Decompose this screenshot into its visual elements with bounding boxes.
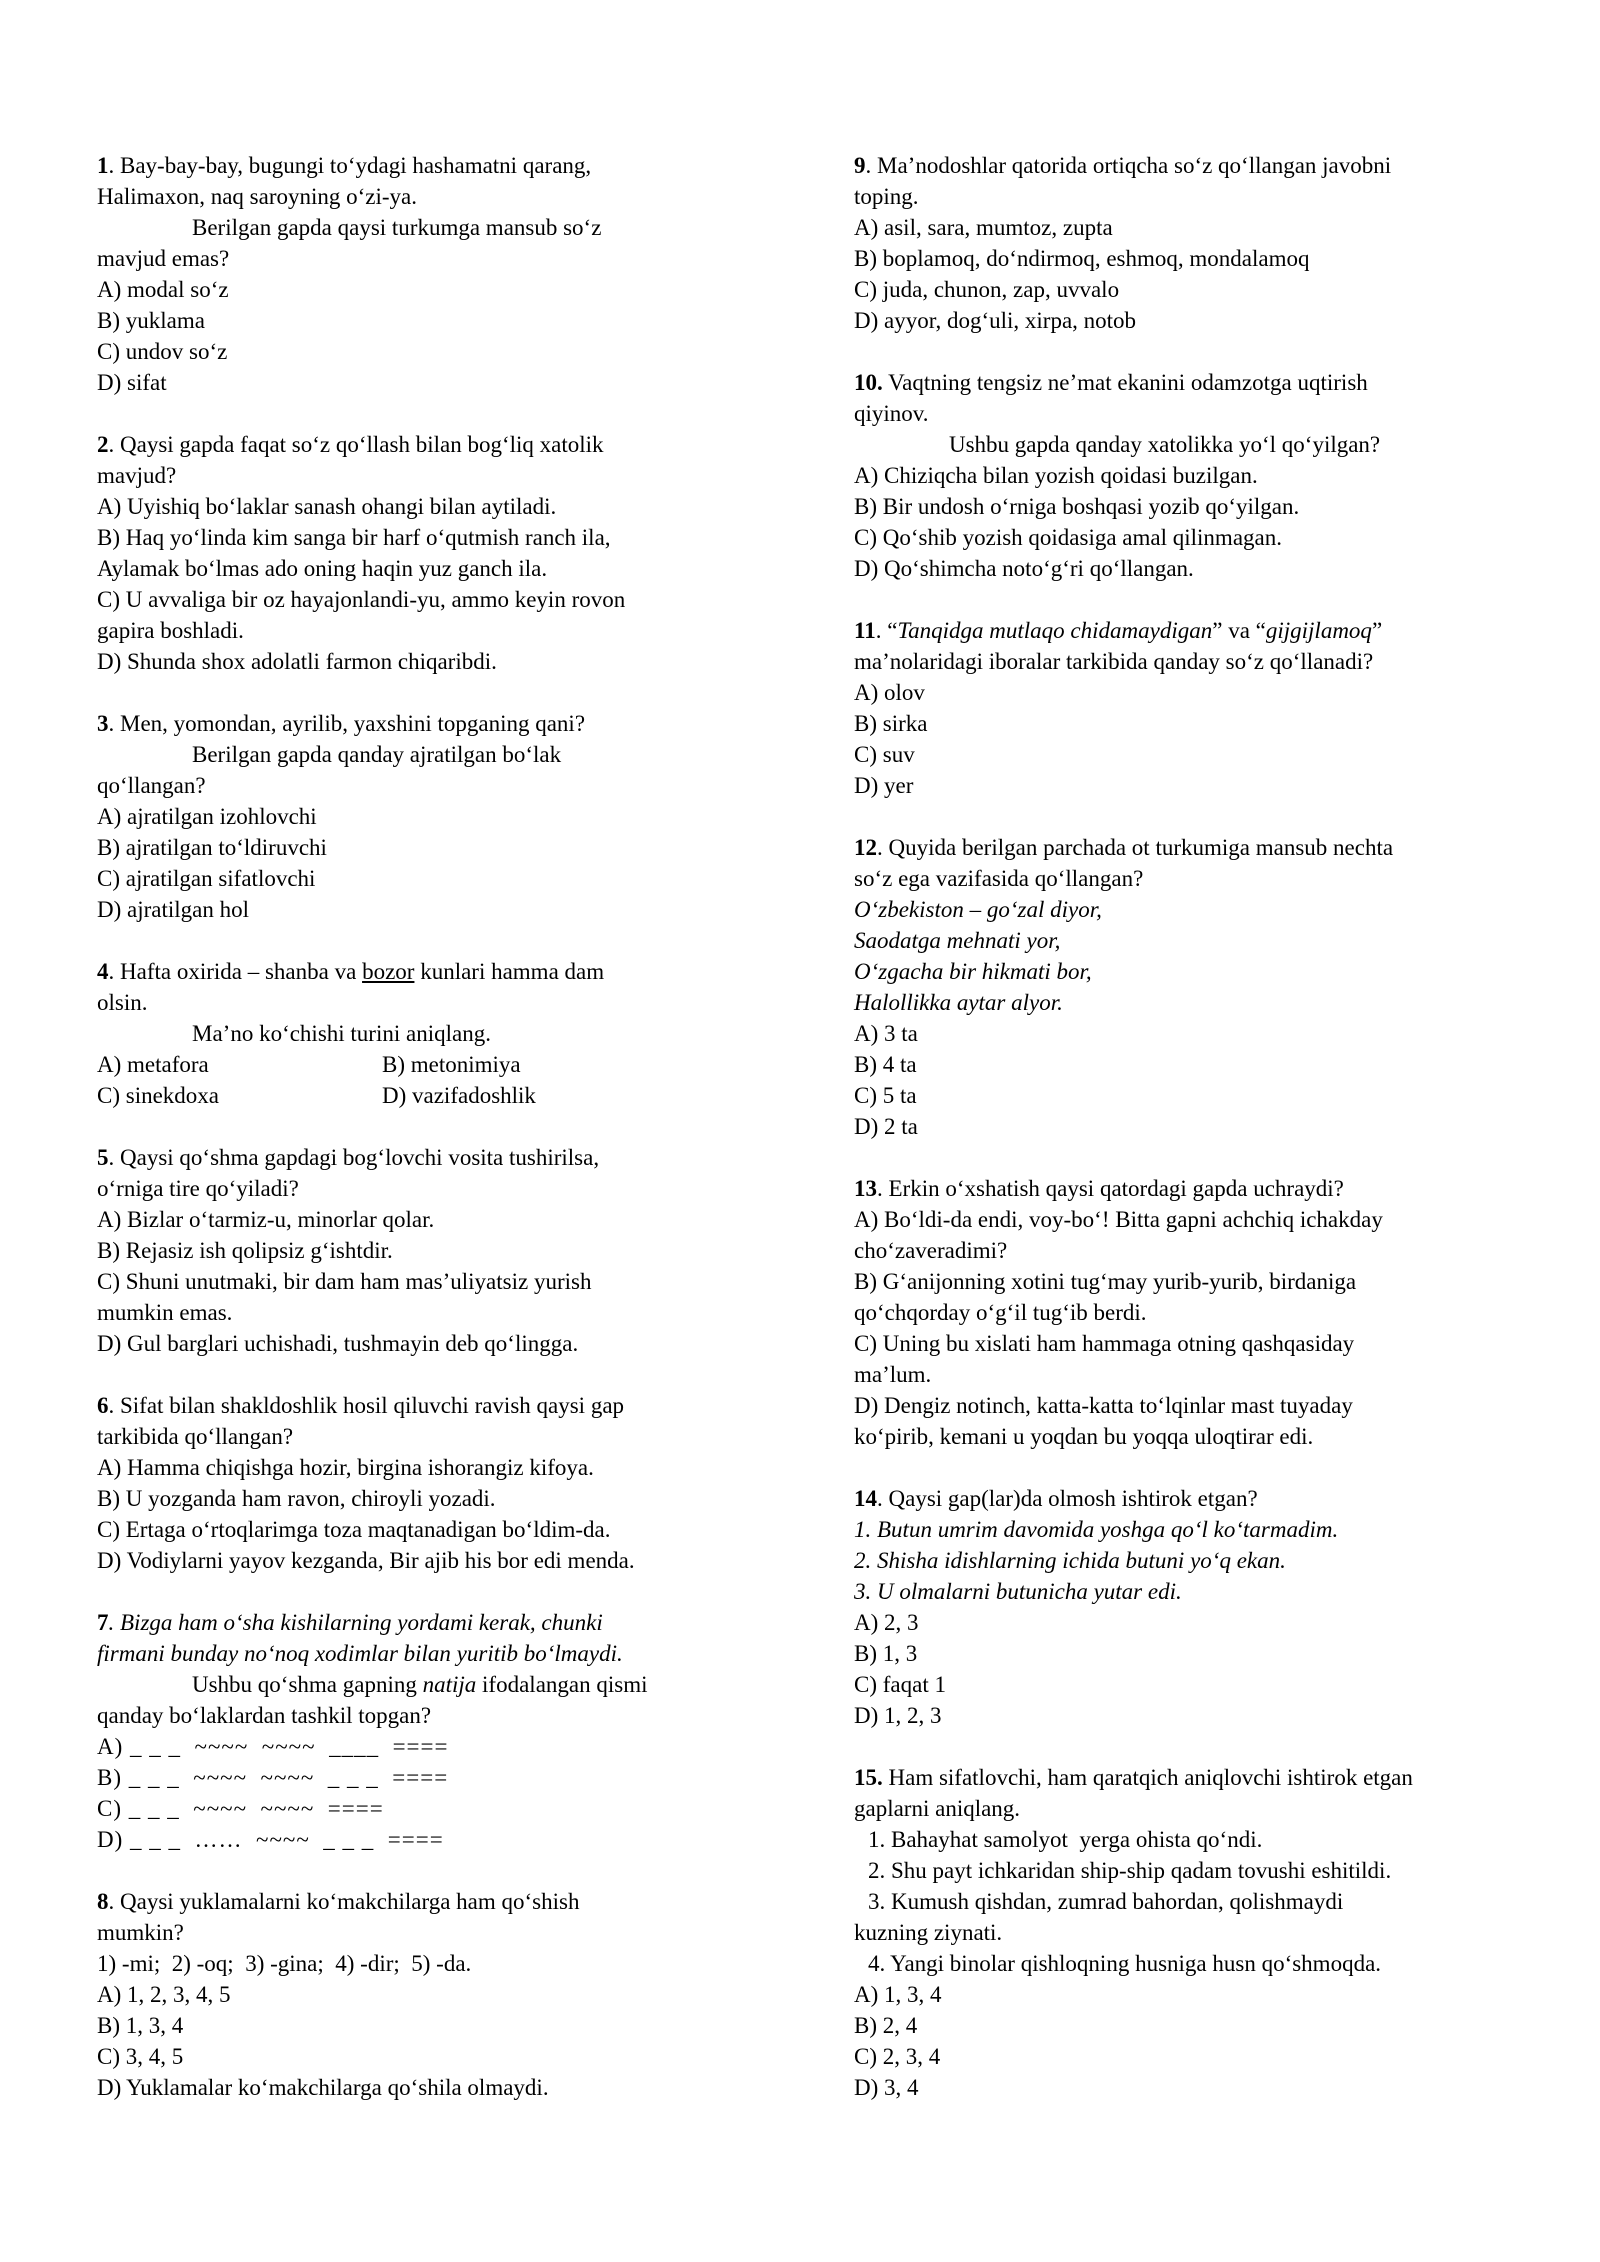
answer-option-continued: ko‘pirib, kemani u yoqdan bu yoqqa uloqtirar edi. <box>854 1424 1314 1449</box>
answer-option[interactable]: A) 2, 3 <box>854 1610 919 1635</box>
answer-option[interactable]: D) vazifadoshlik <box>382 1083 536 1108</box>
question-stem: toping. <box>854 184 919 209</box>
question-task: qanday bo‘laklardan tashkil topgan? <box>97 1703 432 1728</box>
answer-option[interactable]: C) Ertaga o‘rtoqlarimga toza maqtanadigan bo‘ldim-da. <box>97 1517 611 1542</box>
question-8 <box>97 1886 737 2103</box>
question-task: Ushbu qo‘shma gapning natija ifodalangan qismi <box>192 1672 648 1697</box>
question-stem: gaplarni aniqlang. <box>854 1796 1021 1821</box>
example-sentence: 2. Shu payt ichkaridan ship-ship qadam tovushi eshitildi. <box>868 1858 1392 1883</box>
answer-option[interactable]: A) 1, 3, 4 <box>854 1982 942 2007</box>
question-6 <box>97 1390 737 1576</box>
question-stem: 5. Qaysi qo‘shma gapdagi bog‘lovchi vosita tushirilsa, <box>97 1145 600 1170</box>
answer-option[interactable]: D) yer <box>854 773 914 798</box>
question-stem: 3. Men, yomondan, ayrilib, yaxshini topganing qani? <box>97 711 586 736</box>
question-2 <box>97 429 737 677</box>
answer-option[interactable]: B) Haq yo‘linda kim sanga bir harf o‘qutmish ranch ila, <box>97 525 611 550</box>
question-11 <box>854 615 1504 801</box>
answer-option[interactable]: C) 3, 4, 5 <box>97 2044 184 2069</box>
answer-option[interactable]: C) Shuni unutmaki, bir dam ham mas’uliyatsiz yurish <box>97 1269 592 1294</box>
question-stem: mavjud? <box>97 463 177 488</box>
answer-option[interactable]: D) sifat <box>97 370 167 395</box>
answer-option[interactable]: A) olov <box>854 680 925 705</box>
answer-option[interactable]: C) Uning bu xislati ham hammaga otning qashqasiday <box>854 1331 1355 1356</box>
question-stem: o‘rniga tire qo‘yiladi? <box>97 1176 299 1201</box>
example-sentence: 4. Yangi binolar qishloqning husniga husn qo‘shmoqda. <box>868 1951 1382 1976</box>
question-number: 5 <box>97 1145 109 1170</box>
answer-option[interactable]: C) U avvaliga bir oz hayajonlandi-yu, ammo keyin rovon <box>97 587 626 612</box>
example-sentence: 3. U olmalarni butunicha yutar edi. <box>854 1579 1182 1604</box>
question-12 <box>854 832 1504 1142</box>
answer-option[interactable]: A) metafora <box>97 1052 209 1077</box>
poem-line: Halollikka aytar alyor. <box>854 990 1063 1015</box>
answer-option-continued: Aylamak bo‘lmas ado oning haqin yuz ganch ila. <box>97 556 548 581</box>
question-5 <box>97 1142 737 1359</box>
answer-option[interactable]: C) suv <box>854 742 915 767</box>
poem-line: O‘zgacha bir hikmati bor, <box>854 959 1092 984</box>
question-stem: 10. Vaqtning tengsiz ne’mat ekanini odamzotga uqtirish <box>854 370 1368 395</box>
question-task: qo‘llangan? <box>97 773 206 798</box>
answer-option[interactable]: C) juda, chunon, zap, uvvalo <box>854 277 1120 302</box>
answer-option[interactable]: D) ayyor, dog‘uli, xirpa, notob <box>854 308 1137 333</box>
answer-option[interactable]: B) _ _ _ ~~~~ ~~~~ _ _ _ ==== <box>97 1765 449 1790</box>
question-task: Ma’no ko‘chishi turini aniqlang. <box>192 1021 491 1046</box>
question-number: 12 <box>854 835 877 860</box>
answer-options-grid <box>97 1049 737 1111</box>
answer-option[interactable]: B) 1, 3, 4 <box>97 2013 184 2038</box>
answer-option[interactable]: C) 5 ta <box>854 1083 917 1108</box>
answer-option[interactable]: D) Gul barglari uchishadi, tushmayin deb qo‘lingga. <box>97 1331 579 1356</box>
answer-option[interactable]: D) ajratilgan hol <box>97 897 250 922</box>
question-stem: 8. Qaysi yuklamalarni ko‘makchilarga ham qo‘shish <box>97 1889 580 1914</box>
question-10 <box>854 367 1504 584</box>
question-number: 3 <box>97 711 109 736</box>
answer-option[interactable]: B) metonimiya <box>382 1052 521 1077</box>
answer-option-continued: ma’lum. <box>854 1362 932 1387</box>
answer-option[interactable]: C) ajratilgan sifatlovchi <box>97 866 316 891</box>
question-4 <box>97 956 737 1111</box>
question-number: 15. <box>854 1765 883 1790</box>
question-stem: tarkibida qo‘llangan? <box>97 1424 294 1449</box>
question-number: 11 <box>854 618 876 643</box>
question-9 <box>854 150 1504 336</box>
question-number: 14 <box>854 1486 877 1511</box>
question-stem: 12. Quyida berilgan parchada ot turkumiga mansub nechta <box>854 835 1394 860</box>
question-stem: ma’nolaridagi iboralar tarkibida qanday so‘z qo‘llanadi? <box>854 649 1374 674</box>
answer-option[interactable]: B) boplamoq, do‘ndirmoq, eshmoq, mondalamoq <box>854 246 1310 271</box>
answer-option[interactable]: A) Bo‘ldi-da endi, voy-bo‘! Bitta gapni achchiq ichakday <box>854 1207 1383 1232</box>
question-stem: Halimaxon, naq saroyning o‘zi-ya. <box>97 184 417 209</box>
question-stem: mumkin? <box>97 1920 184 1945</box>
answer-option[interactable]: B) ajratilgan to‘ldiruvchi <box>97 835 327 860</box>
answer-option-continued: qo‘chqorday o‘g‘il tug‘ib berdi. <box>854 1300 1147 1325</box>
example-sentence: 1. Bahayhat samolyot yerga ohista qo‘ndi. <box>868 1827 1263 1852</box>
question-task: Berilgan gapda qanday ajratilgan bo‘lak <box>192 742 562 767</box>
question-task: Ushbu gapda qanday xatolikka yo‘l qo‘yilgan? <box>949 432 1381 457</box>
answer-option[interactable]: B) 4 ta <box>854 1052 917 1077</box>
question-number: 2 <box>97 432 109 457</box>
question-number: 10. <box>854 370 883 395</box>
answer-option[interactable]: C) undov so‘z <box>97 339 228 364</box>
question-stem: 1) -mi; 2) -oq; 3) -gina; 4) -dir; 5) -da. <box>97 1951 472 1976</box>
answer-option-continued: gapira boshladi. <box>97 618 244 643</box>
question-number: 4 <box>97 959 109 984</box>
question-7 <box>97 1607 737 1855</box>
answer-option[interactable]: A) ajratilgan izohlovchi <box>97 804 317 829</box>
example-sentence: 3. Kumush qishdan, zumrad bahordan, qolishmaydi <box>868 1889 1344 1914</box>
question-number: 13 <box>854 1176 877 1201</box>
answer-option[interactable]: D) 1, 2, 3 <box>854 1703 942 1728</box>
left-column <box>97 150 737 2134</box>
answer-option-continued: mumkin emas. <box>97 1300 233 1325</box>
question-number: 6 <box>97 1393 109 1418</box>
right-column <box>854 150 1504 2134</box>
question-task: Berilgan gapda qaysi turkumga mansub so‘z <box>192 215 602 240</box>
answer-option[interactable]: C) sinekdoxa <box>97 1083 220 1108</box>
question-1 <box>97 150 737 398</box>
answer-option[interactable]: A) Uyishiq bo‘laklar sanash ohangi bilan aytiladi. <box>97 494 557 519</box>
answer-option[interactable]: D) Shunda shox adolatli farmon chiqaribdi. <box>97 649 497 674</box>
answer-option[interactable]: A) Bizlar o‘tarmiz-u, minorlar qolar. <box>97 1207 435 1232</box>
answer-option[interactable]: A) Hamma chiqishga hozir, birgina ishorangiz kifoya. <box>97 1455 594 1480</box>
answer-option[interactable]: D) 2 ta <box>854 1114 918 1139</box>
answer-option[interactable]: B) U yozganda ham ravon, chiroyli yozadi. <box>97 1486 496 1511</box>
answer-option[interactable]: A) _ _ _ ~~~~ ~~~~ ____ ==== <box>97 1734 449 1759</box>
question-stem: 6. Sifat bilan shakldoshlik hosil qiluvchi ravish qaysi gap <box>97 1393 625 1418</box>
answer-option[interactable]: B) 1, 3 <box>854 1641 918 1666</box>
question-stem: 11. “Tanqidga mutlaqo chidamaydigan” va “gijgijlamoq” <box>854 618 1383 643</box>
answer-option[interactable]: B) G‘anijonning xotini tug‘may yurib-yurib, birdaniga <box>854 1269 1357 1294</box>
answer-option[interactable]: D) Qo‘shimcha noto‘g‘ri qo‘llangan. <box>854 556 1194 581</box>
question-stem: 4. Hafta oxirida – shanba va bozor kunlari hamma dam <box>97 959 605 984</box>
question-stem: 1. Bay-bay-bay, bugungi to‘ydagi hashamatni qarang, <box>97 153 592 178</box>
poem-line: Saodatga mehnati yor, <box>854 928 1061 953</box>
question-stem: 9. Ma’nodoshlar qatorida ortiqcha so‘z qo‘llangan javobni <box>854 153 1392 178</box>
example-sentence: 1. Butun umrim davomida yoshga qo‘l ko‘tarmadim. <box>854 1517 1339 1542</box>
question-13 <box>854 1173 1504 1452</box>
answer-option[interactable]: A) asil, sara, mumtoz, zupta <box>854 215 1113 240</box>
answer-option-continued: cho‘zaveradimi? <box>854 1238 1008 1263</box>
answer-option[interactable]: B) Rejasiz ish qolipsiz g‘ishtdir. <box>97 1238 393 1263</box>
question-15 <box>854 1762 1504 2103</box>
question-stem: 13. Erkin o‘xshatish qaysi qatordagi gapda uchraydi? <box>854 1176 1344 1201</box>
question-stem: 15. Ham sifatlovchi, ham qaratqich aniqlovchi ishtirok etgan <box>854 1765 1413 1790</box>
answer-option[interactable]: B) yuklama <box>97 308 205 333</box>
answer-option[interactable]: C) Qo‘shib yozish qoidasiga amal qilinmagan. <box>854 525 1282 550</box>
answer-option[interactable]: D) Vodiylarni yayov kezganda, Bir ajib his bor edi menda. <box>97 1548 635 1573</box>
question-stem: olsin. <box>97 990 148 1015</box>
question-number: 1 <box>97 153 109 178</box>
example-sentence-continued: kuzning ziynati. <box>854 1920 1003 1945</box>
question-stem: 14. Qaysi gap(lar)da olmosh ishtirok etgan? <box>854 1486 1258 1511</box>
question-number: 7 <box>97 1610 109 1635</box>
underlined-word: bozor <box>362 959 415 984</box>
example-sentence: 2. Shisha idishlarning ichida butuni yo‘q ekan. <box>854 1548 1286 1573</box>
answer-option[interactable]: B) Bir undosh o‘rniga boshqasi yozib qo‘yilgan. <box>854 494 1300 519</box>
answer-option[interactable]: C) faqat 1 <box>854 1672 946 1697</box>
question-number: 9 <box>854 153 866 178</box>
answer-option[interactable]: A) modal so‘z <box>97 277 229 302</box>
question-stem: 2. Qaysi gapda faqat so‘z qo‘llash bilan bog‘liq xatolik <box>97 432 604 457</box>
question-3 <box>97 708 737 925</box>
answer-option[interactable]: A) Chiziqcha bilan yozish qoidasi buzilgan. <box>854 463 1258 488</box>
question-task: mavjud emas? <box>97 246 230 271</box>
answer-option[interactable]: D) Yuklamalar ko‘makchilarga qo‘shila olmaydi. <box>97 2075 549 2100</box>
answer-option[interactable]: D) Dengiz notinch, katta-katta to‘lqinlar mast tuyaday <box>854 1393 1353 1418</box>
answer-option[interactable]: B) 2, 4 <box>854 2013 918 2038</box>
answer-option[interactable]: B) sirka <box>854 711 928 736</box>
poem-line: O‘zbekiston – go‘zal diyor, <box>854 897 1102 922</box>
answer-option[interactable]: C) _ _ _ ~~~~ ~~~~ ==== <box>97 1796 384 1821</box>
question-stem: 7. Bizga ham o‘sha kishilarning yordami kerak, chunki <box>97 1610 603 1635</box>
answer-option[interactable]: C) 2, 3, 4 <box>854 2044 941 2069</box>
answer-option[interactable]: D) _ _ _ …… ~~~~ _ _ _ ==== <box>97 1827 444 1852</box>
answer-option[interactable]: A) 1, 2, 3, 4, 5 <box>97 1982 231 2007</box>
answer-option[interactable]: A) 3 ta <box>854 1021 918 1046</box>
question-stem: qiyinov. <box>854 401 929 426</box>
question-stem: firmani bunday no‘noq xodimlar bilan yuritib bo‘lmaydi. <box>97 1641 623 1666</box>
answer-option[interactable]: D) 3, 4 <box>854 2075 919 2100</box>
question-number: 8 <box>97 1889 109 1914</box>
question-stem: so‘z ega vazifasida qo‘llangan? <box>854 866 1144 891</box>
question-14 <box>854 1483 1504 1731</box>
